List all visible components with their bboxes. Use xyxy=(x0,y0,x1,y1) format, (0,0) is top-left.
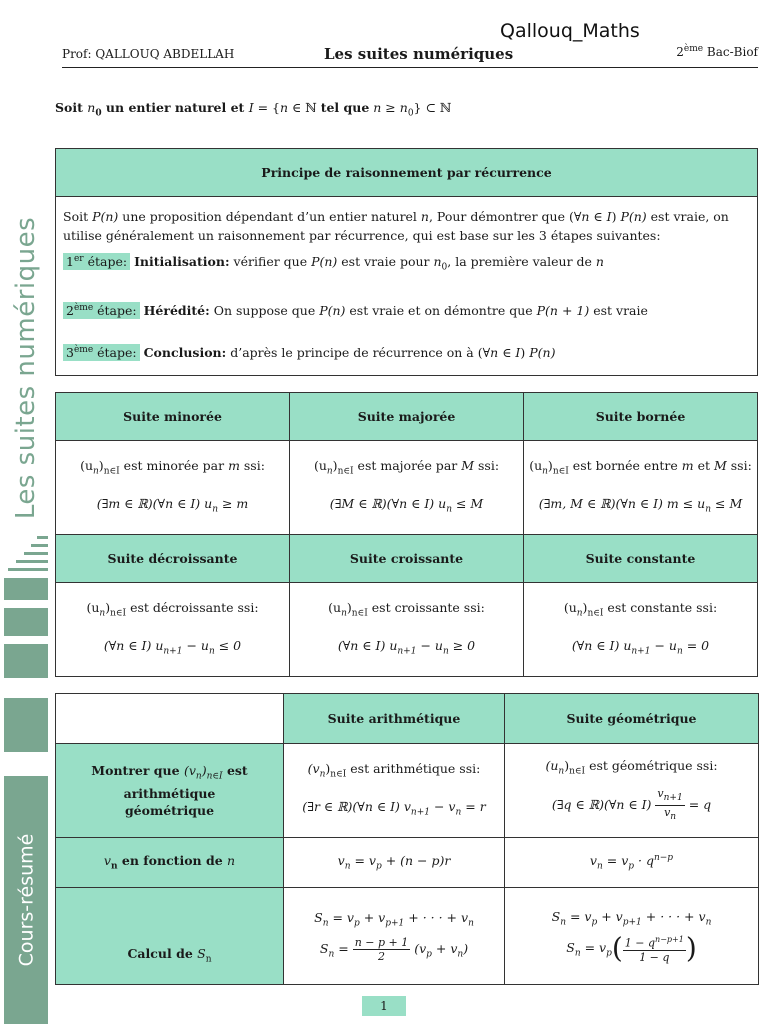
cell-croissante: $(u_n)_{n\in I}$ est croissante ssi: (∀n ∈ I) $u_{n+1} - u_n \ge 0$ xyxy=(290,583,524,677)
step-tag: 1er étape: xyxy=(63,253,130,270)
recurrence-body xyxy=(56,197,757,372)
header-title: Les suites numériques xyxy=(324,45,514,63)
header-majoree: Suite majorée xyxy=(290,393,524,441)
cell-constante: $(u_n)_{n\in I}$ est constante ssi: (∀n ∈ I) $u_{n+1} - u_n = 0$ xyxy=(524,583,758,677)
row-label-fonction: $v_n$ en fonction de n xyxy=(56,838,284,888)
step-tag: 2ème étape: xyxy=(63,302,140,319)
page-header xyxy=(62,44,758,68)
sidebar-label: Cours-résumé xyxy=(4,776,48,1024)
cell-decroissante: $(u_n)_{n\in I}$ est décroissante ssi: (∀n ∈ I) $u_{n+1} - u_n \le 0$ xyxy=(56,583,290,677)
sidebar-block xyxy=(4,644,48,678)
cell-arith-sum: $S_n = v_p + v_{p+1}$ + · · · + $v_n$ $S_n$ = $\frac{n - p + 1}{2}$ $(v_p + v_n)$ xyxy=(284,888,505,985)
empty-corner xyxy=(56,694,284,744)
intro-line: Soit $n_0$ un entier naturel et I = {n ∈ ℕ tel que $n \ge n_0$} ⊂ ℕ xyxy=(55,100,452,119)
cell-minoree: $(u_n)_{n\in I}$ est minorée par m ssi: (∃m ∈ ℝ)(∀n ∈ I) $u_n \ge m$ xyxy=(56,441,290,535)
sequence-table xyxy=(55,693,758,985)
step-heredite: 2ème étape: Hérédité: On suppose que P(n) est vraie et on démontre que P(n + 1) est vraie xyxy=(63,299,750,320)
sidebar-block xyxy=(4,608,48,636)
row-label-montrer: Montrer que $(v_n)_{n\in I}$ est arithmétique géométrique xyxy=(56,744,284,838)
step-tag: 3ème étape: xyxy=(63,344,140,361)
step-initialisation: 1er étape: Initialisation: vérifier que P(n) est vraie pour $n_0$, la première valeur de n xyxy=(63,250,750,278)
sidebar-block xyxy=(4,578,48,600)
page-number: 1 xyxy=(362,996,406,1016)
recurrence-box xyxy=(55,148,758,376)
cell-bornee: $(u_n)_{n\in I}$ est bornée entre m et M ssi: (∃m, M ∈ ℝ)(∀n ∈ I) $m \le u_n \le M$ xyxy=(524,441,758,535)
header-level: 2ème Bac-Biof xyxy=(676,44,758,59)
sidebar-block xyxy=(4,698,48,752)
recurrence-intro: Soit P(n) une proposition dépendant d’un entier naturel n, Pour démontrer que (∀n ∈ I) P(n) est vraie, on utilise généralement un raisonnement par récurrence, qui est base sur les 3 étapes suivantes: xyxy=(63,209,729,243)
header-arithmetique: Suite arithmétique xyxy=(284,694,505,744)
header-constante: Suite constante xyxy=(524,535,758,583)
row-label-somme: Calcul de $S_n$ xyxy=(56,888,284,985)
header-croissante: Suite croissante xyxy=(290,535,524,583)
cell-arith-formula: $v_n = v_p + (n - p)r$ xyxy=(284,838,505,888)
cell-arith-def: $(v_n)_{n\in I}$ est arithmétique ssi: (∃r ∈ ℝ)(∀n ∈ I) $v_{n+1} - v_n = r$ xyxy=(284,744,505,838)
header-geometrique: Suite géométrique xyxy=(505,694,759,744)
recurrence-title: Principe de raisonnement par récurrence xyxy=(56,149,757,197)
bounds-table xyxy=(55,392,758,677)
sidebar-title: Les suites numériques xyxy=(11,216,41,520)
header-brand: Qallouq_Maths xyxy=(500,20,640,42)
cell-geo-sum: $S_n = v_p + v_{p+1}$ + · · · + $v_n$ $S_n = v_p$( $\frac{1 - q^{n-p+1}}{1 - q}$ ) xyxy=(505,888,759,985)
cell-geo-formula: $v_n = v_p \cdot q^{n-p}$ xyxy=(505,838,759,888)
cell-geo-def: $(u_n)_{n\in I}$ est géométrique ssi: (∃q ∈ ℝ)(∀n ∈ I) $\frac{v_{n+1}}{v_n}$ = q xyxy=(505,744,759,838)
header-minoree: Suite minorée xyxy=(56,393,290,441)
step-conclusion: 3ème étape: Conclusion: d’après le principe de récurrence on à (∀n ∈ I) P(n) xyxy=(63,341,750,362)
header-decroissante: Suite décroissante xyxy=(56,535,290,583)
header-prof: Prof: QALLOUQ ABDELLAH xyxy=(62,47,235,61)
cell-majoree: $(u_n)_{n\in I}$ est majorée par M ssi: (∃M ∈ ℝ)(∀n ∈ I) $u_n \le M$ xyxy=(290,441,524,535)
header-bornee: Suite bornée xyxy=(524,393,758,441)
